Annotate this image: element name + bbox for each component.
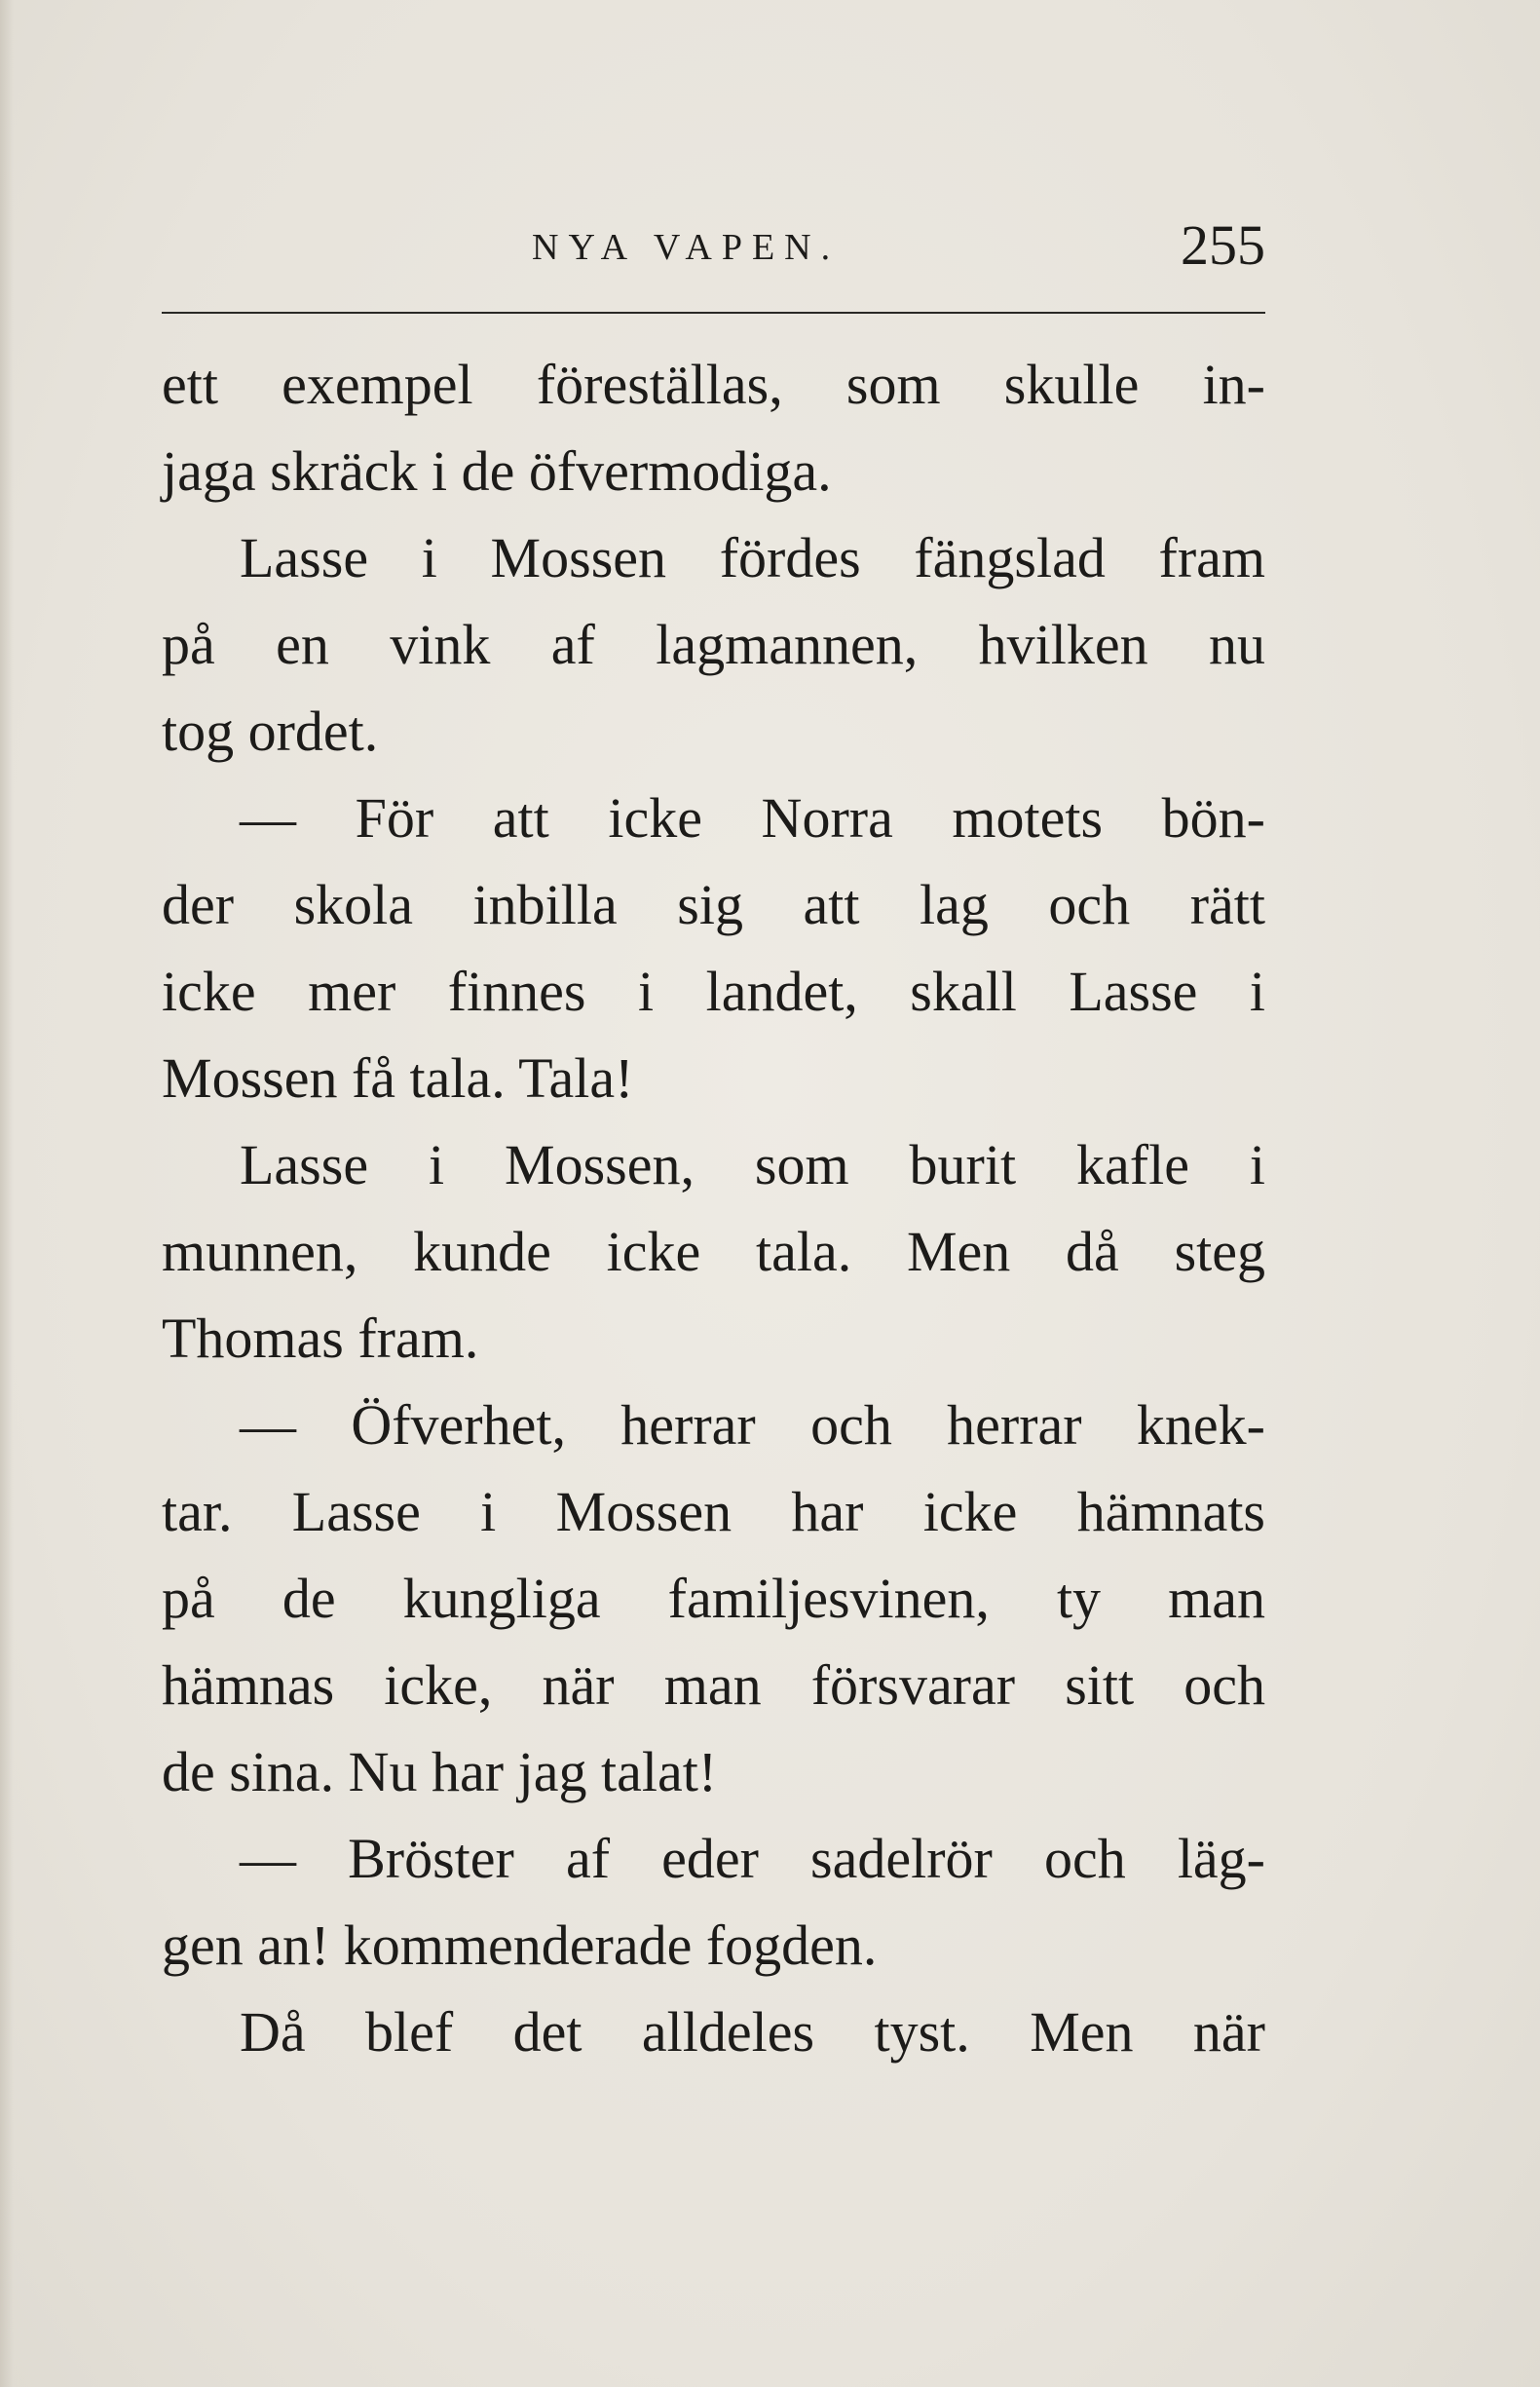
text-line: hämnas icke, när man försvarar sitt och bbox=[162, 1653, 1265, 1717]
page-header bbox=[162, 212, 1265, 290]
running-title: NYA VAPEN. bbox=[532, 227, 841, 268]
text-line: på de kungliga familjesvinen, ty man bbox=[162, 1567, 1265, 1630]
header-rule bbox=[162, 312, 1265, 314]
text-line: de sina. Nu har jag talat! bbox=[162, 1740, 718, 1803]
text-line: Lasse i Mossen, som burit kafle i bbox=[240, 1133, 1265, 1196]
text-line: jaga skräck i de öfvermodiga. bbox=[162, 439, 832, 503]
text-line: gen an! kommenderade fogden. bbox=[162, 1913, 878, 1977]
text-line: — Öfverhet, herrar och herrar knek- bbox=[240, 1393, 1265, 1457]
text-line: Lasse i Mossen fördes fängslad fram bbox=[240, 526, 1265, 589]
page-edge-shadow bbox=[0, 0, 14, 2387]
body-text bbox=[162, 341, 1265, 2075]
text-line: der skola inbilla sig att lag och rätt bbox=[162, 873, 1265, 936]
text-line: Thomas fram. bbox=[162, 1307, 479, 1370]
page-number: 255 bbox=[1181, 213, 1265, 277]
text-line: — Bröster af eder sadelrör och läg- bbox=[240, 1827, 1265, 1890]
text-line: tog ordet. bbox=[162, 700, 379, 763]
text-line: Mossen få tala. Tala! bbox=[162, 1046, 634, 1110]
text-line: icke mer finnes i landet, skall Lasse i bbox=[162, 960, 1265, 1023]
text-line: Då blef det alldeles tyst. Men när bbox=[240, 2000, 1265, 2064]
text-line: ett exempel föreställas, som skulle in- bbox=[162, 353, 1265, 416]
text-line: på en vink af lagmannen, hvilken nu bbox=[162, 613, 1265, 676]
text-line: — För att icke Norra motets bön- bbox=[240, 786, 1265, 850]
text-line: tar. Lasse i Mossen har icke hämnats bbox=[162, 1480, 1265, 1543]
text-line: munnen, kunde icke tala. Men då steg bbox=[162, 1220, 1265, 1283]
